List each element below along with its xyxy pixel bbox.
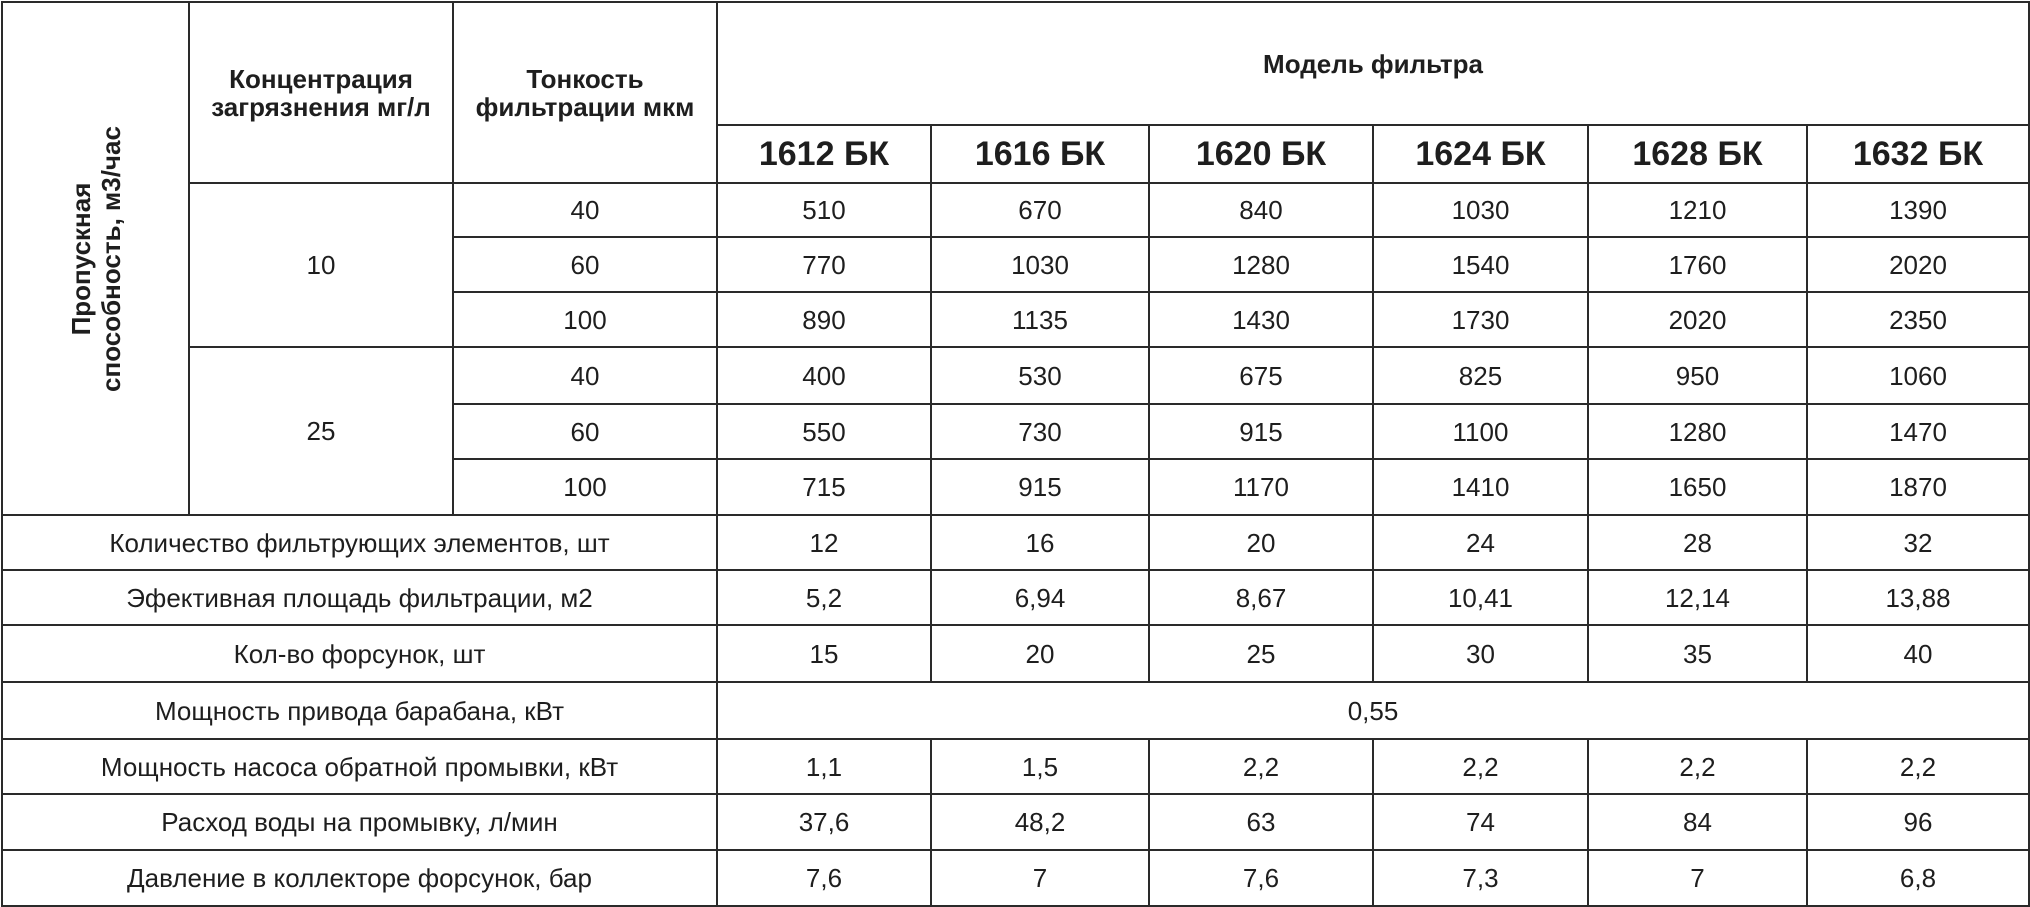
- spec-cell: 7,3: [1373, 850, 1588, 906]
- spec-cell: 7: [1588, 850, 1807, 906]
- spec-cell: 28: [1588, 515, 1807, 570]
- spec-cell: 16: [931, 515, 1149, 570]
- spec-cell: 2,2: [1588, 739, 1807, 794]
- spec-cell: 7: [931, 850, 1149, 906]
- spec-cell: 74: [1373, 794, 1588, 850]
- fineness-value: 100: [453, 292, 717, 347]
- spec-cell: 84: [1588, 794, 1807, 850]
- throughput-cell: 1100: [1373, 404, 1588, 459]
- throughput-cell: 1470: [1807, 404, 2029, 459]
- throughput-cell: 2350: [1807, 292, 2029, 347]
- model-header: 1612 БК: [717, 125, 931, 183]
- throughput-cell: 1280: [1588, 404, 1807, 459]
- throughput-cell: 2020: [1807, 237, 2029, 292]
- spec-cell: 12,14: [1588, 570, 1807, 625]
- throughput-cell: 770: [717, 237, 931, 292]
- throughput-cell: 1390: [1807, 183, 2029, 237]
- spec-cell: 5,2: [717, 570, 931, 625]
- throughput-header-line2: способность, м3/час: [95, 125, 126, 392]
- concentration-header: Концентрация загрязнения мг/л: [189, 2, 453, 183]
- throughput-cell: 1730: [1373, 292, 1588, 347]
- spec-cell: 20: [1149, 515, 1373, 570]
- model-header: 1632 БК: [1807, 125, 2029, 183]
- spec-cell: 15: [717, 625, 931, 682]
- spec-cell: 37,6: [717, 794, 931, 850]
- spec-cell: 2,2: [1373, 739, 1588, 794]
- throughput-cell: 2020: [1588, 292, 1807, 347]
- spec-label: Эфективная площадь фильтрации, м2: [2, 570, 717, 625]
- spec-cell: 1,1: [717, 739, 931, 794]
- spec-cell: 40: [1807, 625, 2029, 682]
- spec-cell: 13,88: [1807, 570, 2029, 625]
- throughput-cell: 915: [1149, 404, 1373, 459]
- spec-cell: 25: [1149, 625, 1373, 682]
- spec-cell: 24: [1373, 515, 1588, 570]
- fineness-value: 40: [453, 183, 717, 237]
- model-header: 1620 БК: [1149, 125, 1373, 183]
- spec-cell: 10,41: [1373, 570, 1588, 625]
- spec-cell: 6,94: [931, 570, 1149, 625]
- concentration-value: 25: [189, 347, 453, 515]
- spec-cell: 7,6: [717, 850, 931, 906]
- spec-cell: 35: [1588, 625, 1807, 682]
- spec-cell: 20: [931, 625, 1149, 682]
- spec-label: Мощность насоса обратной промывки, кВт: [2, 739, 717, 794]
- spec-cell: 8,67: [1149, 570, 1373, 625]
- spec-cell: 7,6: [1149, 850, 1373, 906]
- spec-label: Кол-во форсунок, шт: [2, 625, 717, 682]
- throughput-cell: 1210: [1588, 183, 1807, 237]
- spec-cell: 1,5: [931, 739, 1149, 794]
- throughput-cell: 1410: [1373, 459, 1588, 515]
- throughput-cell: 825: [1373, 347, 1588, 404]
- throughput-cell: 1430: [1149, 292, 1373, 347]
- throughput-cell: 915: [931, 459, 1149, 515]
- throughput-cell: 1540: [1373, 237, 1588, 292]
- spec-cell-merged: 0,55: [717, 682, 2029, 739]
- spec-label: Расход воды на промывку, л/мин: [2, 794, 717, 850]
- throughput-cell: 950: [1588, 347, 1807, 404]
- throughput-cell: 400: [717, 347, 931, 404]
- throughput-cell: 890: [717, 292, 931, 347]
- spec-cell: 63: [1149, 794, 1373, 850]
- throughput-cell: 715: [717, 459, 931, 515]
- spec-label: Количество фильтрующих элементов, шт: [2, 515, 717, 570]
- throughput-cell: 670: [931, 183, 1149, 237]
- model-group-header: Модель фильтра: [717, 2, 2029, 125]
- throughput-header: [2, 2, 189, 515]
- spec-cell: 96: [1807, 794, 2029, 850]
- fineness-header: Тонкость фильтрации мкм: [453, 2, 717, 183]
- spec-label: Давление в коллекторе форсунок, бар: [2, 850, 717, 906]
- throughput-cell: 675: [1149, 347, 1373, 404]
- spec-cell: 12: [717, 515, 931, 570]
- fineness-value: 60: [453, 237, 717, 292]
- spec-cell: 2,2: [1807, 739, 2029, 794]
- model-header: 1628 БК: [1588, 125, 1807, 183]
- spec-label: Мощность привода барабана, кВт: [2, 682, 717, 739]
- throughput-cell: 1280: [1149, 237, 1373, 292]
- throughput-cell: 840: [1149, 183, 1373, 237]
- throughput-header-line1: Пропускная: [65, 182, 96, 335]
- spec-cell: 30: [1373, 625, 1588, 682]
- throughput-cell: 1650: [1588, 459, 1807, 515]
- filter-spec-table: [1, 1, 2030, 907]
- fineness-value: 60: [453, 404, 717, 459]
- throughput-cell: 530: [931, 347, 1149, 404]
- fineness-value: 40: [453, 347, 717, 404]
- throughput-cell: 1170: [1149, 459, 1373, 515]
- throughput-cell: 1135: [931, 292, 1149, 347]
- spec-cell: 2,2: [1149, 739, 1373, 794]
- throughput-cell: 1030: [1373, 183, 1588, 237]
- spec-cell: 6,8: [1807, 850, 2029, 906]
- spec-cell: 48,2: [931, 794, 1149, 850]
- fineness-value: 100: [453, 459, 717, 515]
- concentration-value: 10: [189, 183, 453, 347]
- throughput-cell: 1760: [1588, 237, 1807, 292]
- throughput-cell: 1060: [1807, 347, 2029, 404]
- spec-cell: 32: [1807, 515, 2029, 570]
- throughput-cell: 510: [717, 183, 931, 237]
- throughput-cell: 550: [717, 404, 931, 459]
- model-header: 1624 БК: [1373, 125, 1588, 183]
- throughput-cell: 730: [931, 404, 1149, 459]
- throughput-cell: 1030: [931, 237, 1149, 292]
- throughput-cell: 1870: [1807, 459, 2029, 515]
- model-header: 1616 БК: [931, 125, 1149, 183]
